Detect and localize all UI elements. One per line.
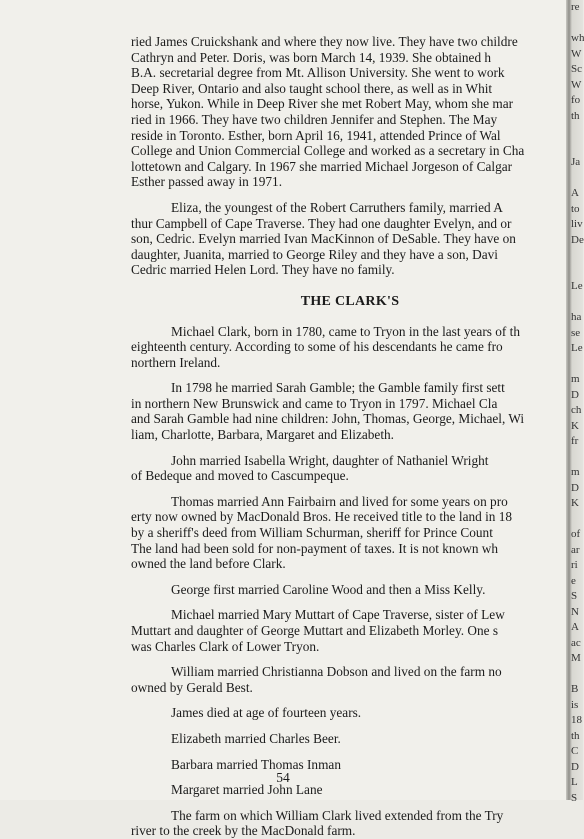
paragraph xyxy=(131,705,569,721)
paragraph xyxy=(131,664,569,695)
paragraph-gap xyxy=(131,654,569,664)
section-heading: THE CLARK'S xyxy=(300,293,400,309)
text-line: John married Isabella Wright, daughter of Nathaniel Wright xyxy=(171,452,489,468)
text-line: Eliza, the youngest of the Robert Carruthers family, married A xyxy=(171,199,503,215)
body-text xyxy=(131,34,569,839)
text-line: in northern New Brunswick and came to Tryon in 1797. Michael Cla xyxy=(131,395,498,411)
text-line: thur Campbell of Cape Traverse. They had one daughter Evelyn, and or xyxy=(131,215,512,231)
text-line: Barbara married Thomas Inman xyxy=(171,756,341,772)
paragraph xyxy=(131,494,569,572)
paragraph-gap xyxy=(131,190,569,200)
text-line: The land had been sold for non-payment of taxes. It is not known wh xyxy=(131,540,499,556)
text-line: eighteenth century. According to some of his descendants he came fro xyxy=(131,339,503,355)
text-line: Muttart and daughter of George Muttart and Elizabeth Morley. One s xyxy=(131,623,499,638)
paragraph-gap xyxy=(131,721,569,731)
book-gutter xyxy=(566,0,584,804)
paragraph-gap xyxy=(131,484,569,494)
text-line: Cedric married Helen Lord. They have no family. xyxy=(131,262,395,278)
paragraph-gap xyxy=(131,443,569,453)
text-line: Thomas married Ann Fairbairn and lived for some years on pro xyxy=(171,493,508,509)
paragraph xyxy=(131,453,569,484)
paragraph xyxy=(131,34,569,190)
text-line: owned by Gerald Best. xyxy=(131,679,253,695)
text-line: and Sarah Gamble had nine children: John, Thomas, George, Michael, Wi xyxy=(131,411,525,427)
paragraph xyxy=(131,324,569,371)
text-line: river to the creek by the MacDonald farm. xyxy=(131,823,356,839)
text-line: Cathryn and Peter. Doris, was born March 14, 1939. She obtained h xyxy=(131,49,492,65)
paragraph xyxy=(131,808,569,839)
text-line: horse, Yukon. While in Deep River she met Robert May, whom she mar xyxy=(131,96,514,112)
paragraph xyxy=(131,380,569,442)
text-line: northern Ireland. xyxy=(131,354,221,370)
paragraph-gap xyxy=(131,747,569,757)
text-line: erty now owned by MacDonald Bros. He received title to the land in 18 xyxy=(131,509,513,525)
paragraph-gap xyxy=(131,695,569,705)
text-line: of Bedeque and moved to Cascumpeque. xyxy=(131,468,349,484)
text-line: owned the land before Clark. xyxy=(131,556,286,572)
text-line: daughter, Juanita, married to George Riley and they have a son, Davi xyxy=(131,246,498,262)
text-line: ried James Cruickshank and where they now live. They have two childre xyxy=(131,34,518,49)
facing-page-fragments: re wh W Sc W fo th Ja A to liv De Le ha se Le m D ch K fr m D K of ar ri e S N A ac M B is 18 th C D L S xyxy=(571,1,584,804)
paragraph-gap xyxy=(131,572,569,582)
paragraph xyxy=(131,200,569,278)
text-line: George first married Caroline Wood and then a Miss Kelly. xyxy=(171,581,486,597)
text-line: James died at age of fourteen years. xyxy=(171,705,362,721)
top-paragraphs xyxy=(131,34,569,278)
paragraph-gap xyxy=(131,597,569,607)
text-line: Michael married Mary Muttart of Cape Traverse, sister of Lew xyxy=(171,607,505,623)
text-line: Esther passed away in 1971. xyxy=(131,174,283,190)
text-line: In 1798 he married Sarah Gamble; the Gamble family first sett xyxy=(171,380,505,396)
text-line: William married Christianna Dobson and lived on the farm no xyxy=(171,664,502,680)
text-line: B.A. secretarial degree from Mt. Allison University. She went to work xyxy=(131,65,505,81)
paragraph xyxy=(131,731,569,747)
paragraph-gap xyxy=(131,798,569,808)
text-line: reside in Toronto. Esther, born April 16, 1941, attended Prince of Wal xyxy=(131,127,501,143)
text-line: ried in 1966. They have two children Jennifer and Stephen. The May xyxy=(131,111,498,127)
text-line: The farm on which William Clark lived extended from the Try xyxy=(171,807,504,823)
text-line: lottetown and Calgary. In 1967 she married Michael Jorgeson of Calgar xyxy=(131,158,513,174)
text-line: Elizabeth married Charles Beer. xyxy=(171,730,341,746)
text-line: was Charles Clark of Lower Tryon. xyxy=(131,638,320,654)
text-line: College and Union Commercial College and worked as a secretary in Cha xyxy=(131,143,525,159)
text-line: son, Cedric. Evelyn married Ivan MacKinnon of DeSable. They have on xyxy=(131,231,516,247)
text-line: Deep River, Ontario and also taught school there, as well as in Whit xyxy=(131,80,493,96)
paragraph-gap xyxy=(131,370,569,380)
paragraph xyxy=(131,607,569,654)
text-line: Michael Clark, born in 1780, came to Tryon in the last years of th xyxy=(171,323,520,339)
page-number: 54 xyxy=(276,770,290,785)
text-line: Margaret married John Lane xyxy=(171,782,323,798)
paragraph xyxy=(131,582,569,598)
text-line: liam, Charlotte, Barbara, Margaret and Elizabeth. xyxy=(131,427,395,443)
text-line: by a sheriff's deed from William Schurman, sheriff for Prince Count xyxy=(131,525,493,541)
clark-paragraphs xyxy=(131,324,569,839)
